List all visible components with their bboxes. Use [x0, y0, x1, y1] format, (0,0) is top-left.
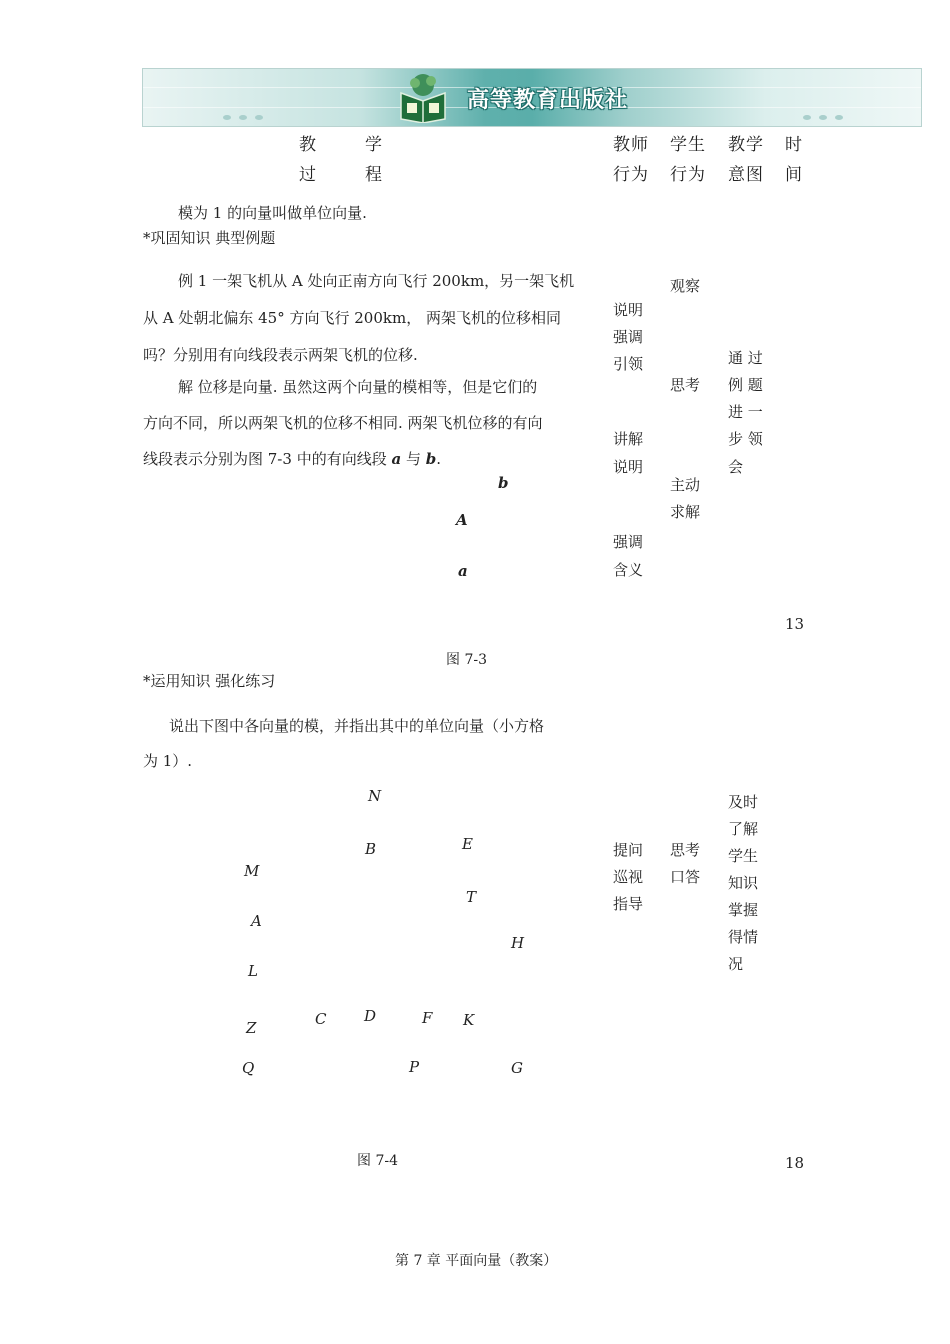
time-minutes: 13: [785, 615, 805, 633]
teacher-action: 强调: [613, 328, 644, 346]
header-col1-line2: 过: [299, 165, 317, 185]
teacher-action: 说明: [613, 301, 644, 319]
point-label-H: H: [511, 934, 525, 952]
publisher-logo-icon: [393, 71, 453, 123]
banner-dot: [255, 115, 263, 120]
teacher-action: 强调: [613, 533, 644, 551]
teaching-intent: 知识: [728, 874, 759, 892]
teaching-intent: 学生: [728, 847, 759, 865]
figure-7-3-label-A: A: [456, 511, 468, 529]
banner-dot: [835, 115, 843, 120]
teaching-intent: 得情: [728, 928, 759, 946]
figure-7-3-caption: 图 7-3: [446, 652, 487, 668]
solution-end: .: [436, 450, 442, 468]
example-line: 例 1 一架飞机从 A 处向正南方向飞行 200km，另一架飞机: [178, 272, 575, 290]
teaching-intent: 通 过: [728, 349, 763, 367]
publisher-name: 高等教育出版社: [467, 88, 629, 113]
point-label-Q: Q: [242, 1059, 255, 1077]
student-action: 思考: [670, 841, 701, 859]
point-label-F: F: [422, 1009, 433, 1027]
banner-dot: [239, 115, 247, 120]
teacher-action: 引领: [613, 355, 644, 373]
point-label-N: N: [368, 787, 382, 805]
teaching-intent: 了解: [728, 820, 759, 838]
header-intent-line2: 意图: [728, 165, 764, 185]
header-student-line1: 学生: [670, 135, 706, 155]
point-label-E: E: [462, 835, 473, 853]
time-minutes: 18: [785, 1154, 805, 1172]
teacher-action: 说明: [613, 458, 644, 476]
student-action: 思考: [670, 376, 701, 394]
header-teacher-line1: 教师: [613, 135, 649, 155]
page-footer: 第 7 章 平面向量（教案）: [395, 1253, 558, 1269]
point-label-K: K: [463, 1011, 475, 1029]
student-action: 主动: [670, 476, 701, 494]
example-line: 吗？分别用有向线段表示两架飞机的位移.: [143, 346, 418, 364]
teaching-intent: 及时: [728, 793, 759, 811]
solution-line: 方向不同，所以两架飞机的位移不相同. 两架飞机位移的有向: [143, 414, 543, 432]
teacher-action: 指导: [613, 895, 644, 913]
point-label-G: G: [511, 1059, 523, 1077]
teacher-action: 讲解: [613, 430, 644, 448]
student-action: 观察: [670, 277, 701, 295]
teacher-action: 含义: [613, 561, 644, 579]
point-label-A: A: [251, 912, 262, 930]
solution-line: 解 位移是向量. 虽然这两个向量的模相等，但是它们的: [178, 378, 538, 396]
solution-line-text: 线段表示分别为图 7-3 中的有向线段: [143, 450, 387, 468]
banner-dot: [803, 115, 811, 120]
point-label-C: C: [315, 1010, 327, 1028]
unit-vector-definition: 模为 1 的向量叫做单位向量.: [178, 204, 367, 222]
teaching-intent: 会: [728, 458, 744, 476]
teaching-intent: 例 题: [728, 376, 763, 394]
header-col1-line1: 教: [299, 135, 317, 155]
header-teacher-line2: 行为: [613, 165, 649, 185]
exercise-prompt: 说出下图中各向量的模，并指出其中的单位向量（小方格: [169, 717, 545, 735]
teaching-intent: 况: [728, 955, 744, 973]
point-label-Z: Z: [246, 1019, 257, 1037]
header-intent-line1: 教学: [728, 135, 764, 155]
point-label-B: B: [365, 840, 377, 858]
header-time-line1: 时: [785, 135, 803, 155]
student-action: 口答: [670, 868, 701, 886]
teaching-intent: 进 一: [728, 403, 763, 421]
point-label-P: P: [409, 1058, 420, 1076]
exercise-prompt: 为 1）.: [143, 752, 193, 770]
teaching-intent: 步 领: [728, 430, 763, 448]
figure-7-4-caption: 图 7-4: [357, 1153, 398, 1169]
header-student-line2: 行为: [670, 165, 706, 185]
header-col2-line1: 学: [365, 135, 383, 155]
point-label-T: T: [466, 888, 477, 906]
point-label-M: M: [244, 862, 260, 880]
point-label-L: L: [248, 962, 258, 980]
banner-dot: [223, 115, 231, 120]
teacher-action: 巡视: [613, 868, 644, 886]
student-action: 求解: [670, 503, 701, 521]
banner-dot: [819, 115, 827, 120]
vector-b-label: b: [425, 450, 437, 468]
teaching-intent: 掌握: [728, 901, 759, 919]
teacher-action: 提问: [613, 841, 644, 859]
header-col2-line2: 程: [365, 165, 383, 185]
solution-line: [143, 443, 441, 476]
solution-join: 与: [406, 450, 422, 468]
publisher-banner: [142, 68, 922, 127]
section2-heading: *运用知识 强化练习: [143, 672, 276, 690]
section1-heading: *巩固知识 典型例题: [143, 229, 276, 247]
header-time-line2: 间: [785, 165, 803, 185]
figure-7-3-label-b: b: [498, 474, 509, 492]
vector-a-label: a: [391, 450, 402, 468]
figure-7-3-label-a: a: [458, 562, 468, 580]
point-label-D: D: [364, 1007, 377, 1025]
example-line: 从 A 处朝北偏东 45° 方向飞行 200km， 两架飞机的位移相同: [143, 309, 561, 327]
